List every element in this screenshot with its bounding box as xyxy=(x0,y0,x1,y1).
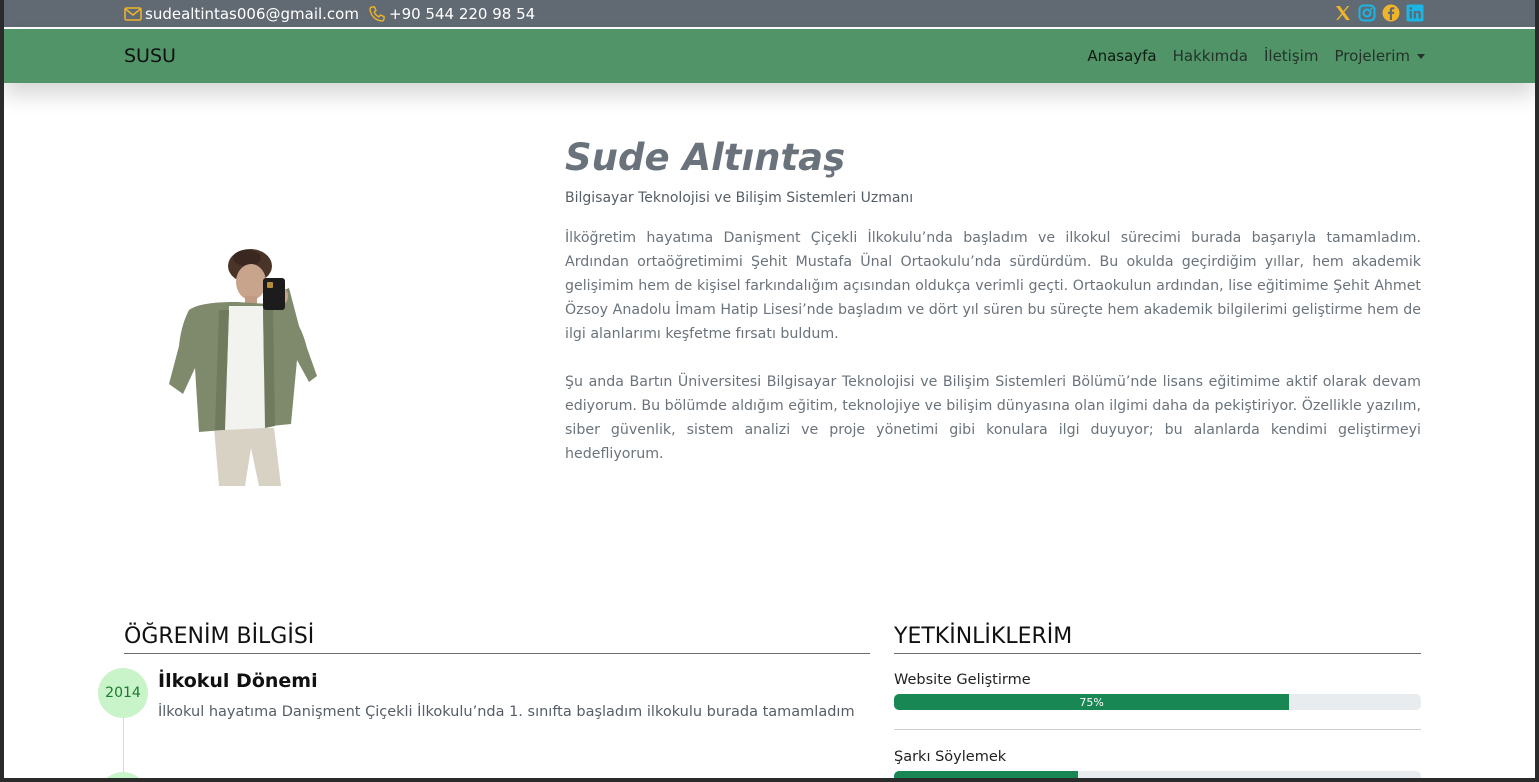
caret-down-icon xyxy=(1417,54,1425,59)
hero-subtitle: Bilgisayar Teknolojisi ve Bilişim Sistemleri Uzmanı xyxy=(565,190,914,206)
hero-paragraph-1: İlköğretim hayatıma Danişment Çiçekli İlkokulu’nda başladım ve ilkokul sürecimi burada başarıyla tamamladım. Ardından ortaöğretimimi Şehit Mustafa Ünal Ortaokulu’nda sürdürdüm. Bu okulda geçirdiğim yıllar, hem akademik gelişimim hem de kişisel farkındalığım açısından oldukça verimli geçti. Ortaokulun ardından, lise eğitimime Şehit Ahmet Özsoy Anadolu İmam Hatip Lisesi’nde başladım ve dört yıl süren bu süreçte hem akademik bilgilerimi geliştirme hem de ilgi alanlarımı keşfetme fırsatı buldum. xyxy=(565,230,1421,342)
envelope-icon xyxy=(124,7,142,21)
skill-item xyxy=(894,672,1421,710)
timeline-line xyxy=(123,710,124,778)
timeline-year-badge-next xyxy=(98,772,148,778)
email-text: sudealtintas006@gmail.com xyxy=(145,4,359,23)
x-icon[interactable] xyxy=(1333,3,1353,23)
linkedin-icon[interactable] xyxy=(1405,3,1425,23)
topbar xyxy=(4,0,1535,27)
skill-label: Website Geliştirme xyxy=(894,672,1031,688)
skill-progress-fill xyxy=(894,771,1078,778)
education-item-desc: İlkokul hayatıma Danişment Çiçekli İlkokulu’nda 1. sınıfta başladım ilkokulu burada tamamladım xyxy=(158,704,855,720)
instagram-icon[interactable] xyxy=(1357,3,1377,23)
facebook-icon[interactable] xyxy=(1381,3,1401,23)
skill-divider xyxy=(894,729,1421,730)
education-item-title: İlkokul Dönemi xyxy=(158,670,318,692)
skills-title: YETKİNLİKLERİM xyxy=(894,624,1421,654)
education-title: ÖĞRENİM BİLGİSİ xyxy=(124,624,870,654)
skill-item xyxy=(894,749,1421,778)
hero-section xyxy=(565,134,1421,466)
brand-link[interactable]: SUSU xyxy=(124,45,176,67)
nav-projects-label: Projelerim xyxy=(1334,47,1410,65)
page xyxy=(4,0,1535,778)
nav-projects-dropdown[interactable] xyxy=(1334,47,1425,65)
profile-photo xyxy=(159,248,319,486)
nav-contact[interactable]: İletişim xyxy=(1263,47,1319,65)
navbar xyxy=(4,29,1535,83)
skill-progress-bar xyxy=(894,694,1421,710)
social-links xyxy=(1333,3,1425,23)
skill-label: Şarkı Söylemek xyxy=(894,749,1007,765)
email-link[interactable] xyxy=(124,0,359,27)
skill-progress-fill: 75% xyxy=(894,694,1289,710)
timeline-year-badge: 2014 xyxy=(98,668,148,718)
phone-text: +90 544 220 98 54 xyxy=(389,4,536,23)
nav-about[interactable]: Hakkımda xyxy=(1172,47,1248,65)
skill-progress-bar xyxy=(894,771,1421,778)
hero-name: Sude Altıntaş xyxy=(565,136,846,179)
hero-paragraph-2: Şu anda Bartın Üniversitesi Bilgisayar Teknolojisi ve Bilişim Sistemleri Bölümü’nde lisans eğitimime aktif olarak devam ediyorum. Bu bölümde aldığım eğitim, teknolojiye ve bilişim dünyasına olan ilgimi daha da pekiştiriyor. Özellikle yazılım, siber güvenlik, sistem analizi ve proje yönetimi gibi konulara ilgi duyuyor; bu alanlarda kendimi geliştirmeyi hedefliyorum. xyxy=(565,374,1421,462)
nav-home[interactable]: Anasayfa xyxy=(1087,47,1157,65)
phone-icon xyxy=(368,5,386,23)
nav-links xyxy=(1087,47,1425,65)
phone-link[interactable] xyxy=(368,0,535,27)
